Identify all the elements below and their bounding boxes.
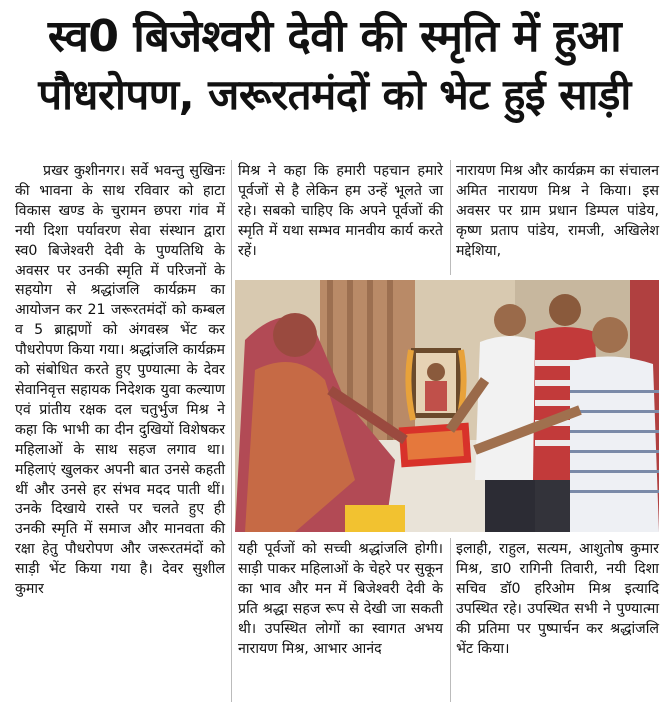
article-text: प्रखर कुशीनगर। सर्वे भवन्तु सुखिनः की भावना के साथ रविवार को हाटा विकास खण्ड के चुरामन छपरा गांव में नयी दिशा पर्यावरण सेवा संस्थान द्वारा स्व0 बिजेश्वरी देवी के पुण्यतिथि के अवसर पर उनकी स्मृति में परिजनों के सहयोग से श्रद्धांजलि कार्यक्रम का आयोजन कर 21 जरूरतमंदों को कम्बल व 5 ब्राह्मणों को अंगवस्त्र भेंट कर पौधरोपण किया गया। श्रद्धांजलि कार्यक्रम को संबोधित करते हुए पुण्यात्मा के देवर सेवानिवृत्त सहायक निदेशक युवा कल्याण एवं प्रांतीय रक्षक दल चतुर्भुज मिश्र ने कहा कि भाभी का दीन दुखियों विशेषकर महिलाओं के साथ सहज लगाव था। महिलाएं खुलकर अपनी बात उनसे कहती थीं और उनसे हर संभव मदद पाती थीं। उनके दिखाये रास्ते पर चलते हुए ही उनकी स्मृति में समाज और मानवता की रक्षा हेतु पौधरोपण और जरूरतमंदों को साड़ी भेंट किया गया है। देवर सुशील कुमार	[15, 163, 225, 598]
article-text: नारायण मिश्र और कार्यक्रम का संचालन अमित नारायण मिश्र ने किया। इस अवसर पर ग्राम प्रधान डिम्पल पांडेय, कृष्ण प्रताप पांडेय, रामजी, अखिलेश मद्देशिया,	[456, 163, 659, 259]
headline	[10, 8, 659, 124]
article-column-3-bottom	[456, 540, 659, 659]
headline-line-1: स्व0 बिजेश्वरी देवी की स्मृति में हुआ	[47, 11, 622, 62]
event-photo	[235, 280, 659, 532]
column-divider	[231, 160, 232, 702]
article-column-3-top	[456, 162, 659, 262]
article-column-2-top	[238, 162, 443, 262]
event-photo-image	[235, 280, 659, 532]
article-column-2-bottom	[238, 540, 443, 659]
article-column-1	[15, 162, 225, 702]
column-divider	[450, 160, 451, 275]
article-text: मिश्र ने कहा कि हमारी पहचान हमारे पूर्वजों से है लेकिन हम उन्हें भूलते जा रहे। सबको चाहिए कि अपने पूर्वजों की स्मृति में यथा सम्भव मानवीय कार्य करते रहें।	[238, 163, 443, 259]
column-divider	[450, 538, 451, 702]
article-text: यही पूर्वजों को सच्ची श्रद्धांजलि होगी। साड़ी पाकर महिलाओं के चेहरे पर सुकून का भाव और मन में बिजेश्वरी देवी के प्रति श्रद्धा सहज रूप से देखी जा सकती थी। उपस्थित लोगों का स्वागत अभय नारायण मिश्र, आभार आनंद	[238, 541, 443, 657]
headline-line-2: पौधरोपण, जरूरतमंदों को भेट हुई साड़ी	[38, 70, 631, 119]
article-text: इलाही, राहुल, सत्यम, आशुतोष कुमार मिश्र, डा0 रागिनी तिवारी, नयी दिशा सचिव डॉ0 हरिओम मिश्र इत्यादि उपस्थित रहे। उपस्थित सभी ने पुण्यात्मा की प्रतिमा पर पुष्पार्चन कर श्रद्धांजलि भेंट किया।	[456, 541, 659, 657]
